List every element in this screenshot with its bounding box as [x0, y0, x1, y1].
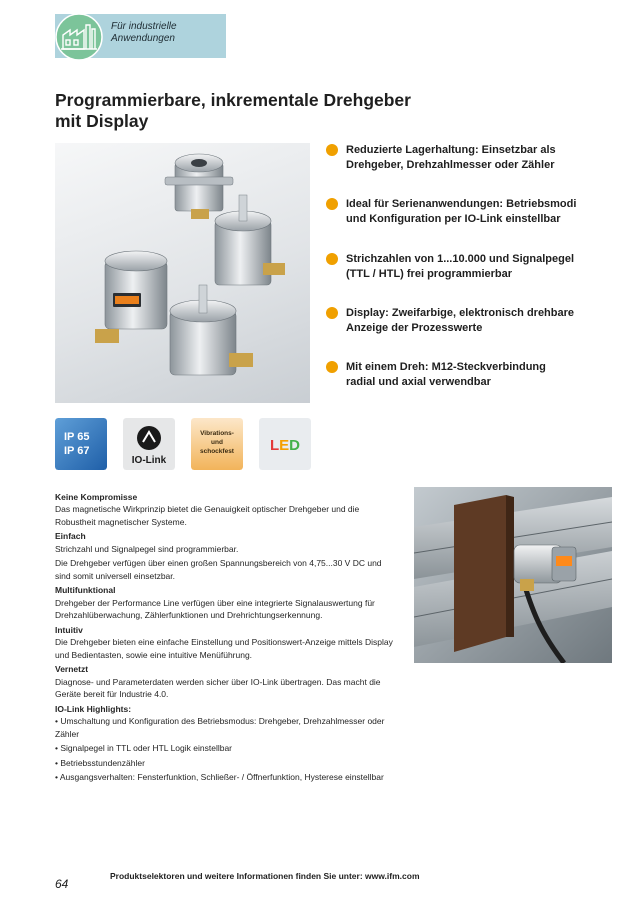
feature-badges	[55, 418, 315, 470]
section-paragraph: Das magnetische Wirkprinzip bietet die Genauigkeit optischer Drehgeber und die Robustheit magnetischer Systeme.	[55, 504, 360, 527]
bullet-dot-icon	[326, 307, 338, 319]
description-text	[55, 489, 397, 786]
product-image	[55, 143, 310, 403]
title-line-2: mit Display	[55, 111, 149, 131]
section-paragraph: Strichzahl und Signalpegel sind programmierbar.	[55, 543, 239, 554]
bullet-dot-icon	[326, 361, 338, 373]
list-item: • Ausgangsverhalten: Fensterfunktion, Schließer- / Öffnerfunktion, Hysterese einstellbar	[55, 772, 384, 782]
led-badge	[259, 418, 311, 470]
vibration-line-3: schockfest	[200, 448, 234, 455]
section-paragraph: Die Drehgeber verfügen über einen großen Spannungsbereich von 4,75...30 V DC und sind somit universell einsetzbar.	[55, 558, 382, 581]
vibration-line-1: Vibrations-	[200, 430, 234, 437]
list-item: • Betriebsstundenzähler	[55, 757, 145, 768]
bullet-dot-icon	[326, 198, 338, 210]
bullet-dot-icon	[326, 253, 338, 265]
page-number: 64	[55, 877, 69, 891]
section-heading: Keine Kompromisse	[55, 491, 138, 502]
encoder-products-illustration	[55, 143, 310, 403]
feature-item: Ideal für Serienanwendungen: Betriebsmodi und Konfiguration per IO-Link einstellbar	[326, 197, 596, 227]
factory-icon	[55, 13, 103, 61]
ip-line-1: IP 65	[64, 431, 90, 443]
section-heading: Einfach	[55, 531, 86, 541]
feature-item: Reduzierte Lagerhaltung: Einsetzbar als Drehgeber, Drehzahlmesser oder Zähler	[326, 143, 596, 173]
footer-link-text: Produktselektoren und weitere Informationen finden Sie unter: www.ifm.com	[110, 871, 420, 881]
feature-item: Strichzahlen von 1...10.000 und Signalpegel (TTL / HTL) frei programmierbar	[326, 252, 596, 282]
banner-label	[111, 21, 177, 45]
section-heading: IO-Link Highlights:	[55, 703, 132, 714]
category-banner	[55, 14, 226, 58]
application-photo	[414, 487, 612, 663]
page-title	[55, 90, 475, 132]
list-item: • Signalpegel in TTL oder HTL Logik einstellbar	[55, 743, 233, 753]
ip-line-2: IP 67	[64, 445, 90, 457]
vibration-badge	[191, 418, 243, 470]
iolink-label: IO-Link	[131, 455, 167, 466]
iolink-badge	[123, 418, 175, 470]
list-item: • Umschaltung und Konfiguration des Betriebsmodus: Drehgeber, Drehzahlmesser oder Zähler	[55, 716, 385, 739]
feature-item: Display: Zweifarbige, elektronisch drehbare Anzeige der Prozesswerte	[326, 306, 596, 336]
section-paragraph: Drehgeber der Performance Line verfügen über eine integrierte Signalauswertung für Drehzahlüberwachung, Zählerfunktionen und Drehrichtungserkennung.	[55, 597, 375, 620]
title-line-1: Programmierbare, inkrementale Drehgeber	[55, 90, 411, 110]
section-paragraph: Die Drehgeber bieten eine einfache Einstellung und Positionswert-Anzeige mittels Display und Bedientasten, sowie eine intuitive Menüführung.	[55, 637, 393, 660]
feature-item: Mit einem Dreh: M12-Steckverbindung radial und axial verwendbar	[326, 360, 596, 390]
section-paragraph: Diagnose- und Parameterdaten werden sicher über IO-Link übertragen. Das macht die Geräte bereit für Industrie 4.0.	[55, 676, 381, 699]
vibration-line-2: und	[211, 439, 223, 446]
led-label: LED	[269, 437, 301, 454]
ip-rating-badge	[55, 418, 107, 470]
section-heading: Multifunktional	[55, 585, 116, 595]
section-heading: Intuitiv	[55, 624, 83, 635]
banner-line-1: Für industrielle	[111, 21, 177, 32]
section-heading: Vernetzt	[55, 664, 89, 674]
banner-line-2: Anwendungen	[111, 33, 175, 44]
bullet-dot-icon	[326, 144, 338, 156]
